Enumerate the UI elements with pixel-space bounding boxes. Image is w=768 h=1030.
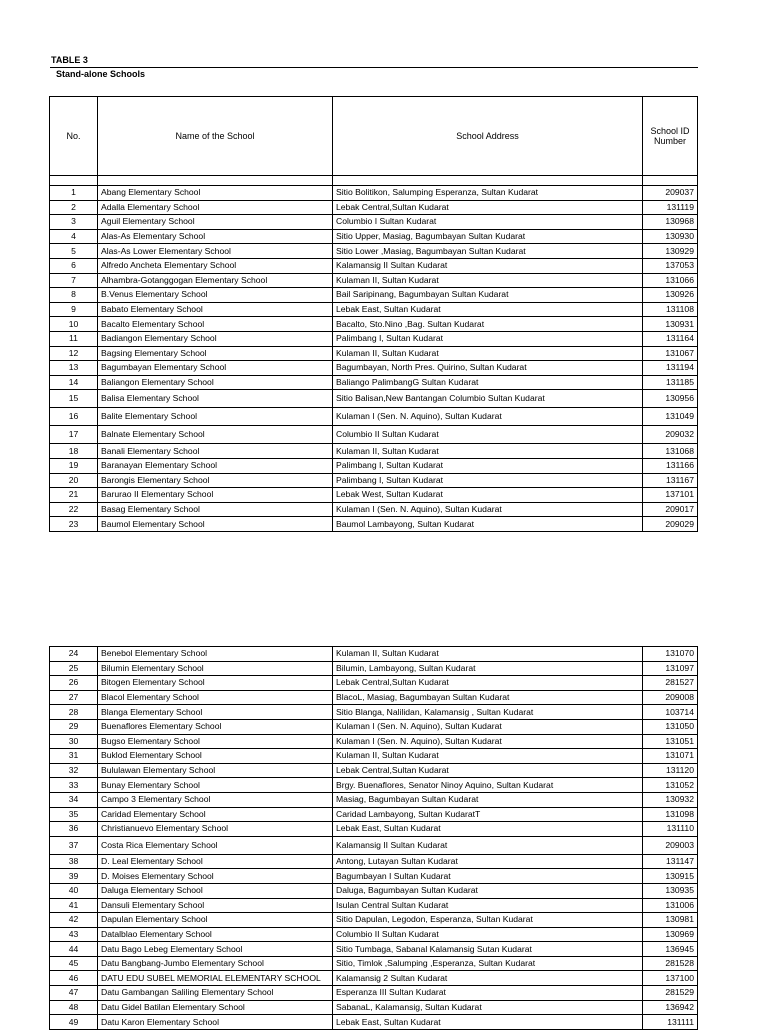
school-id: 130931	[643, 317, 698, 332]
school-id: 209003	[643, 836, 698, 854]
school-address: Bagumbayan, North Pres. Quirino, Sultan Kudarat	[333, 361, 643, 376]
row-number: 5	[50, 244, 98, 259]
table-row	[50, 1015, 698, 1030]
row-number: 36	[50, 822, 98, 837]
school-name: Bitogen Elementary School	[98, 676, 333, 691]
school-id: 137100	[643, 971, 698, 986]
table-body	[50, 176, 698, 532]
school-address: Esperanza III Sultan Kudarat	[333, 986, 643, 1001]
table-row	[50, 302, 698, 317]
row-number: 6	[50, 258, 98, 273]
row-number: 8	[50, 288, 98, 303]
table-row	[50, 822, 698, 837]
school-address: BlacoL, Masiag, Bagumbayan Sultan Kudarat	[333, 690, 643, 705]
school-address: Baliango PalimbangG Sultan Kudarat	[333, 375, 643, 390]
row-number: 11	[50, 331, 98, 346]
table-row	[50, 690, 698, 705]
row-number: 19	[50, 458, 98, 473]
school-id: 131067	[643, 346, 698, 361]
row-number: 4	[50, 229, 98, 244]
school-name: Badiangon Elementary School	[98, 331, 333, 346]
schools-table-top	[49, 96, 698, 532]
school-id: 103714	[643, 705, 698, 720]
row-number: 13	[50, 361, 98, 376]
row-number: 33	[50, 778, 98, 793]
school-address: Kulaman II, Sultan Kudarat	[333, 647, 643, 662]
table-row	[50, 273, 698, 288]
school-name: Datalblao Elementary School	[98, 927, 333, 942]
school-id: 281528	[643, 956, 698, 971]
school-name: Banali Elementary School	[98, 444, 333, 459]
school-id: 130929	[643, 244, 698, 259]
table-row	[50, 792, 698, 807]
school-address: Palimbang I, Sultan Kudarat	[333, 458, 643, 473]
school-id: 136945	[643, 942, 698, 957]
school-name: Bacalto Elementary School	[98, 317, 333, 332]
school-id: 131147	[643, 854, 698, 869]
school-name: Datu Bangbang-Jumbo Elementary School	[98, 956, 333, 971]
school-address: Kulaman II, Sultan Kudarat	[333, 749, 643, 764]
table-row	[50, 390, 698, 408]
school-address: Sitio Upper, Masiag, Bagumbayan Sultan Kudarat	[333, 229, 643, 244]
table-row	[50, 488, 698, 503]
school-address: Columbio I Sultan Kudarat	[333, 215, 643, 230]
school-address: Sitio Dapulan, Legodon, Esperanza, Sultan Kudarat	[333, 913, 643, 928]
row-number: 24	[50, 647, 98, 662]
school-name: Blacol Elementary School	[98, 690, 333, 705]
school-name: Dansuli Elementary School	[98, 898, 333, 913]
school-address: Sitio Balisan,New Bantangan Columbio Sultan Kudarat	[333, 390, 643, 408]
table-body	[50, 647, 698, 1030]
school-address: Kulaman II, Sultan Kudarat	[333, 273, 643, 288]
table-row	[50, 473, 698, 488]
row-number: 17	[50, 426, 98, 444]
table-subtitle: Stand-alone Schools	[56, 69, 146, 79]
table-row	[50, 956, 698, 971]
row-number: 23	[50, 517, 98, 532]
school-name: Abang Elementary School	[98, 186, 333, 201]
school-id: 131110	[643, 822, 698, 837]
school-id: 130968	[643, 215, 698, 230]
school-name: Alhambra-Gotanggogan Elementary School	[98, 273, 333, 288]
school-address: Kulaman I (Sen. N. Aquino), Sultan Kudarat	[333, 719, 643, 734]
school-id: 209037	[643, 186, 698, 201]
school-id: 131166	[643, 458, 698, 473]
school-address: Palimbang I, Sultan Kudarat	[333, 473, 643, 488]
school-address: Kulaman II, Sultan Kudarat	[333, 346, 643, 361]
row-number: 7	[50, 273, 98, 288]
row-number: 45	[50, 956, 98, 971]
table-row	[50, 749, 698, 764]
table-row	[50, 883, 698, 898]
header-school-address: School Address	[333, 97, 643, 176]
row-number: 47	[50, 986, 98, 1001]
row-number: 10	[50, 317, 98, 332]
school-id: 130932	[643, 792, 698, 807]
school-name: Baranayan Elementary School	[98, 458, 333, 473]
school-name: Buklod Elementary School	[98, 749, 333, 764]
row-number: 20	[50, 473, 98, 488]
schools-table-bottom	[49, 646, 698, 1030]
table-row	[50, 676, 698, 691]
table-row	[50, 854, 698, 869]
school-name: Bilumin Elementary School	[98, 661, 333, 676]
row-number: 26	[50, 676, 98, 691]
school-id: 131097	[643, 661, 698, 676]
school-id: 209032	[643, 426, 698, 444]
school-name: Barurao II Elementary School	[98, 488, 333, 503]
school-address: Palimbang I, Sultan Kudarat	[333, 331, 643, 346]
school-name: Alas-As Elementary School	[98, 229, 333, 244]
table-row	[50, 244, 698, 259]
table-row	[50, 971, 698, 986]
school-address: Brgy. Buenaflores, Senator Ninoy Aquino, Sultan Kudarat	[333, 778, 643, 793]
table-row	[50, 734, 698, 749]
school-address: Bagumbayan I Sultan Kudarat	[333, 869, 643, 884]
school-address: Lebak West, Sultan Kudarat	[333, 488, 643, 503]
school-name: Bunay Elementary School	[98, 778, 333, 793]
school-id: 131052	[643, 778, 698, 793]
school-id: 131051	[643, 734, 698, 749]
table-row	[50, 719, 698, 734]
row-number: 27	[50, 690, 98, 705]
row-number: 21	[50, 488, 98, 503]
school-address: Lebak East, Sultan Kudarat	[333, 822, 643, 837]
table-row	[50, 317, 698, 332]
row-number: 3	[50, 215, 98, 230]
school-id: 130915	[643, 869, 698, 884]
school-id: 209029	[643, 517, 698, 532]
row-number: 43	[50, 927, 98, 942]
school-address: Sitio Lower ,Masiag, Bagumbayan Sultan Kudarat	[333, 244, 643, 259]
row-number: 39	[50, 869, 98, 884]
school-address: Bail Saripinang, Bagumbayan Sultan Kudarat	[333, 288, 643, 303]
school-id: 136942	[643, 1000, 698, 1015]
school-name: Balnate Elementary School	[98, 426, 333, 444]
row-number: 29	[50, 719, 98, 734]
school-id: 131066	[643, 273, 698, 288]
school-address: Kalamansig II Sultan Kudarat	[333, 836, 643, 854]
school-name: Bululawan Elementary School	[98, 763, 333, 778]
school-address: Columbio II Sultan Kudarat	[333, 426, 643, 444]
school-name: Datu Gidel Batilan Elementary School	[98, 1000, 333, 1015]
school-name: Campo 3 Elementary School	[98, 792, 333, 807]
school-id: 131194	[643, 361, 698, 376]
row-number: 18	[50, 444, 98, 459]
table-row	[50, 517, 698, 532]
table-row	[50, 836, 698, 854]
table-row	[50, 763, 698, 778]
school-id: 131071	[643, 749, 698, 764]
school-name: Alfredo Ancheta Elementary School	[98, 258, 333, 273]
school-address: Masiag, Bagumbayan Sultan Kudarat	[333, 792, 643, 807]
row-number: 2	[50, 200, 98, 215]
school-id: 131185	[643, 375, 698, 390]
school-id: 131049	[643, 408, 698, 426]
table-header-row	[50, 97, 698, 176]
table-row	[50, 288, 698, 303]
row-number: 1	[50, 186, 98, 201]
table-row	[50, 458, 698, 473]
school-id: 131068	[643, 444, 698, 459]
row-number: 14	[50, 375, 98, 390]
school-address: SabanaL, Kalamansig, Sultan Kudarat	[333, 1000, 643, 1015]
school-id: 131098	[643, 807, 698, 822]
school-name: Costa Rica Elementary School	[98, 836, 333, 854]
table-row	[50, 647, 698, 662]
row-number: 41	[50, 898, 98, 913]
school-name: Datu Gambangan Saliling Elementary School	[98, 986, 333, 1001]
table-row	[50, 444, 698, 459]
row-number: 15	[50, 390, 98, 408]
row-number: 12	[50, 346, 98, 361]
school-id: 131119	[643, 200, 698, 215]
school-address: Sitio, Timlok ,Salumping ,Esperanza, Sultan Kudarat	[333, 956, 643, 971]
row-number: 48	[50, 1000, 98, 1015]
school-address: Daluga, Bagumbayan Sultan Kudarat	[333, 883, 643, 898]
table-row	[50, 331, 698, 346]
header-school-name: Name of the School	[98, 97, 333, 176]
row-number: 42	[50, 913, 98, 928]
school-name: Bagsing Elementary School	[98, 346, 333, 361]
school-address: Kulaman II, Sultan Kudarat	[333, 444, 643, 459]
school-name: Baliangon Elementary School	[98, 375, 333, 390]
school-name: DATU EDU SUBEL MEMORIAL ELEMENTARY SCHOOL	[98, 971, 333, 986]
table-row	[50, 705, 698, 720]
school-address: Caridad Lambayong, Sultan KudaratT	[333, 807, 643, 822]
table-row	[50, 502, 698, 517]
row-number: 31	[50, 749, 98, 764]
school-name: Daluga Elementary School	[98, 883, 333, 898]
row-number: 16	[50, 408, 98, 426]
school-id: 131050	[643, 719, 698, 734]
school-name: Baumol Elementary School	[98, 517, 333, 532]
school-id: 137101	[643, 488, 698, 503]
table-row	[50, 375, 698, 390]
table-row	[50, 927, 698, 942]
table-row	[50, 913, 698, 928]
school-id: 131164	[643, 331, 698, 346]
school-name: Balite Elementary School	[98, 408, 333, 426]
table-row	[50, 807, 698, 822]
school-address: Kalamansig 2 Sultan Kudarat	[333, 971, 643, 986]
school-id: 131111	[643, 1015, 698, 1030]
school-address: Sitio Tumbaga, Sabanal Kalamansig Sutan Kudarat	[333, 942, 643, 957]
table-row	[50, 346, 698, 361]
row-number: 46	[50, 971, 98, 986]
school-name: Aguil Elementary School	[98, 215, 333, 230]
table-row	[50, 986, 698, 1001]
row-number: 22	[50, 502, 98, 517]
school-address: Lebak Central,Sultan Kudarat	[333, 200, 643, 215]
school-name: Adalla Elementary School	[98, 200, 333, 215]
school-name: Buenaflores Elementary School	[98, 719, 333, 734]
row-number: 25	[50, 661, 98, 676]
school-id: 131167	[643, 473, 698, 488]
row-number: 34	[50, 792, 98, 807]
school-address: Antong, Lutayan Sultan Kudarat	[333, 854, 643, 869]
school-id: 209017	[643, 502, 698, 517]
spacer-row	[50, 176, 698, 186]
school-name: Caridad Elementary School	[98, 807, 333, 822]
school-address: Sitio Blanga, Nalilidan, Kalamansig , Sultan Kudarat	[333, 705, 643, 720]
school-address: Sitio Bolitikon, Salumping Esperanza, Sultan Kudarat	[333, 186, 643, 201]
school-name: Bugso Elementary School	[98, 734, 333, 749]
school-id: 130981	[643, 913, 698, 928]
row-number: 37	[50, 836, 98, 854]
school-address: Kulaman I (Sen. N. Aquino), Sultan Kudarat	[333, 734, 643, 749]
school-address: Baumol Lambayong, Sultan Kudarat	[333, 517, 643, 532]
school-id: 137053	[643, 258, 698, 273]
table-label: TABLE 3	[51, 55, 88, 65]
table-row	[50, 661, 698, 676]
school-name: Blanga Elementary School	[98, 705, 333, 720]
school-name: Bagumbayan Elementary School	[98, 361, 333, 376]
table-row	[50, 200, 698, 215]
school-name: Dapulan Elementary School	[98, 913, 333, 928]
school-address: Kalamansig II Sultan Kudarat	[333, 258, 643, 273]
school-id: 130969	[643, 927, 698, 942]
table-row	[50, 1000, 698, 1015]
school-address: Columbio II Sultan Kudarat	[333, 927, 643, 942]
school-name: Benebol Elementary School	[98, 647, 333, 662]
row-number: 44	[50, 942, 98, 957]
row-number: 40	[50, 883, 98, 898]
row-number: 38	[50, 854, 98, 869]
row-number: 49	[50, 1015, 98, 1030]
school-address: Bacalto, Sto.Nino ,Bag. Sultan Kudarat	[333, 317, 643, 332]
school-id: 131006	[643, 898, 698, 913]
table-row	[50, 215, 698, 230]
school-address: Kulaman I (Sen. N. Aquino), Sultan Kudarat	[333, 502, 643, 517]
row-number: 28	[50, 705, 98, 720]
school-id: 130935	[643, 883, 698, 898]
table-row	[50, 869, 698, 884]
row-number: 30	[50, 734, 98, 749]
header-no: No.	[50, 97, 98, 176]
header-school-id: School ID Number	[643, 97, 698, 176]
school-name: D. Moises Elementary School	[98, 869, 333, 884]
school-id: 281529	[643, 986, 698, 1001]
title-divider	[50, 67, 698, 68]
school-address: Bilumin, Lambayong, Sultan Kudarat	[333, 661, 643, 676]
school-address: Isulan Central Sultan Kudarat	[333, 898, 643, 913]
school-address: Lebak East, Sultan Kudarat	[333, 302, 643, 317]
school-id: 131070	[643, 647, 698, 662]
school-address: Kulaman I (Sen. N. Aquino), Sultan Kudarat	[333, 408, 643, 426]
school-name: Barongis Elementary School	[98, 473, 333, 488]
row-number: 35	[50, 807, 98, 822]
school-name: B.Venus Elementary School	[98, 288, 333, 303]
school-address: Lebak Central,Sultan Kudarat	[333, 676, 643, 691]
table-row	[50, 258, 698, 273]
school-address: Lebak East, Sultan Kudarat	[333, 1015, 643, 1030]
school-name: Balisa Elementary School	[98, 390, 333, 408]
school-id: 131120	[643, 763, 698, 778]
table-row	[50, 186, 698, 201]
school-name: Babato Elementary School	[98, 302, 333, 317]
table-row	[50, 426, 698, 444]
table-row	[50, 778, 698, 793]
school-name: Datu Karon Elementary School	[98, 1015, 333, 1030]
school-name: D. Leal Elementary School	[98, 854, 333, 869]
row-number: 32	[50, 763, 98, 778]
school-id: 131108	[643, 302, 698, 317]
school-id: 130926	[643, 288, 698, 303]
school-id: 130956	[643, 390, 698, 408]
school-id: 281527	[643, 676, 698, 691]
table-row	[50, 942, 698, 957]
table-row	[50, 361, 698, 376]
school-name: Datu Bago Lebeg Elementary School	[98, 942, 333, 957]
row-number: 9	[50, 302, 98, 317]
table-row	[50, 408, 698, 426]
school-name: Christianuevo Elementary School	[98, 822, 333, 837]
table-row	[50, 898, 698, 913]
school-name: Alas-As Lower Elementary School	[98, 244, 333, 259]
school-name: Basag Elementary School	[98, 502, 333, 517]
table-row	[50, 229, 698, 244]
school-id: 130930	[643, 229, 698, 244]
school-address: Lebak Central,Sultan Kudarat	[333, 763, 643, 778]
school-id: 209008	[643, 690, 698, 705]
